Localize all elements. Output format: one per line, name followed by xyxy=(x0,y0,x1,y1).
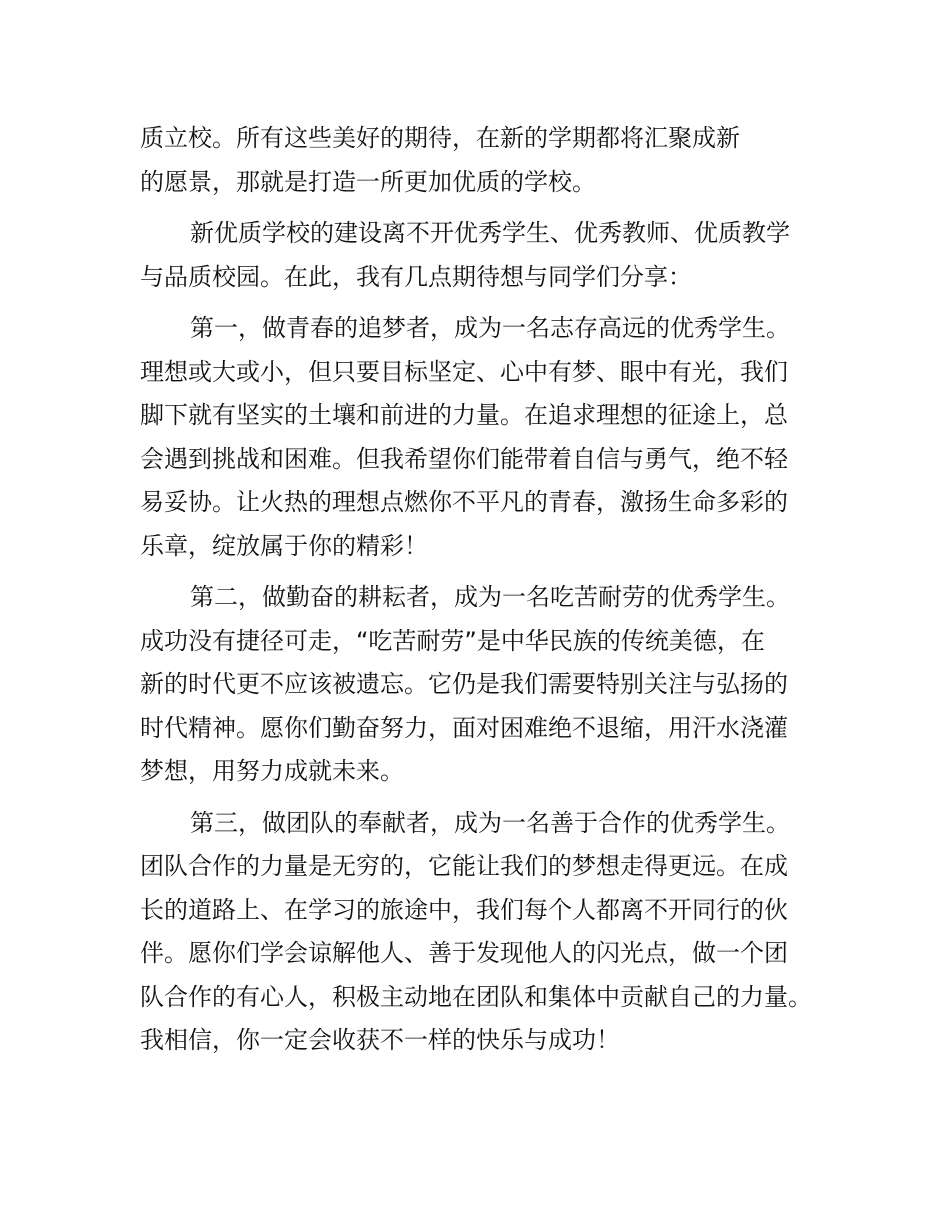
text-line: 第二，做勤奋的耕耘者，成为一名吃苦耐劳的优秀学生。 xyxy=(190,583,790,611)
text-line: 第一，做青春的追梦者，成为一名志存高远的优秀学生。 xyxy=(190,314,790,342)
text-line: 与品质校园。在此，我有几点期待想与同学们分享： xyxy=(140,262,692,291)
text-line: 易妥协。让火热的理想点燃你不平凡的青春，激扬生命多彩的 xyxy=(140,488,788,516)
text-line: 长的道路上、在学习的旅途中，我们每个人都离不开同行的伙 xyxy=(140,895,788,924)
text-line: 质立校。所有这些美好的期待，在新的学期都将汇聚成新 xyxy=(140,124,740,152)
paragraph-4 xyxy=(140,576,830,794)
text-line: 梦想，用努力成就未来。 xyxy=(140,757,404,785)
text-line: 新优质学校的建设离不开优秀学生、优秀教师、优质教学 xyxy=(190,219,790,247)
text-line: 第三，做团队的奉献者，成为一名善于合作的优秀学生。 xyxy=(190,808,790,837)
text-line: 会遇到挑战和困难。但我希望你们能带着自信与勇气，绝不轻 xyxy=(140,444,788,473)
paragraph-3 xyxy=(140,307,830,568)
text-line: 新的时代更不应该被遗忘。它仍是我们需要特别关注与弘扬的 xyxy=(140,670,788,698)
text-line: 团队合作的力量是无穷的，它能让我们的梦想走得更远。在成 xyxy=(140,852,788,880)
text-line: 伴。愿你们学会谅解他人、善于发现他人的闪光点，做一个团 xyxy=(140,939,788,967)
text-line: 乐章，绽放属于你的精彩！ xyxy=(140,531,428,560)
paragraph-2 xyxy=(140,212,830,299)
document-body xyxy=(140,117,830,1071)
text-line: 队合作的有心人，积极主动地在团队和集体中贡献自己的力量。 xyxy=(140,982,812,1011)
paragraph-1 xyxy=(140,117,830,204)
paragraph-5 xyxy=(140,802,830,1063)
text-line: 理想或大或小，但只要目标坚定、心中有梦、眼中有光，我们 xyxy=(140,357,788,386)
text-line: 时代精神。愿你们勤奋努力，面对困难绝不退缩，用汗水浇灌 xyxy=(140,713,788,742)
text-line: 我相信，你一定会收获不一样的快乐与成功！ xyxy=(140,1026,620,1054)
text-line: 成功没有捷径可走，“吃苦耐劳”是中华民族的传统美德，在 xyxy=(140,626,765,655)
text-line: 脚下就有坚实的土壤和前进的力量。在追求理想的征途上，总 xyxy=(140,401,788,429)
text-line: 的愿景，那就是打造一所更加优质的学校。 xyxy=(140,167,596,196)
